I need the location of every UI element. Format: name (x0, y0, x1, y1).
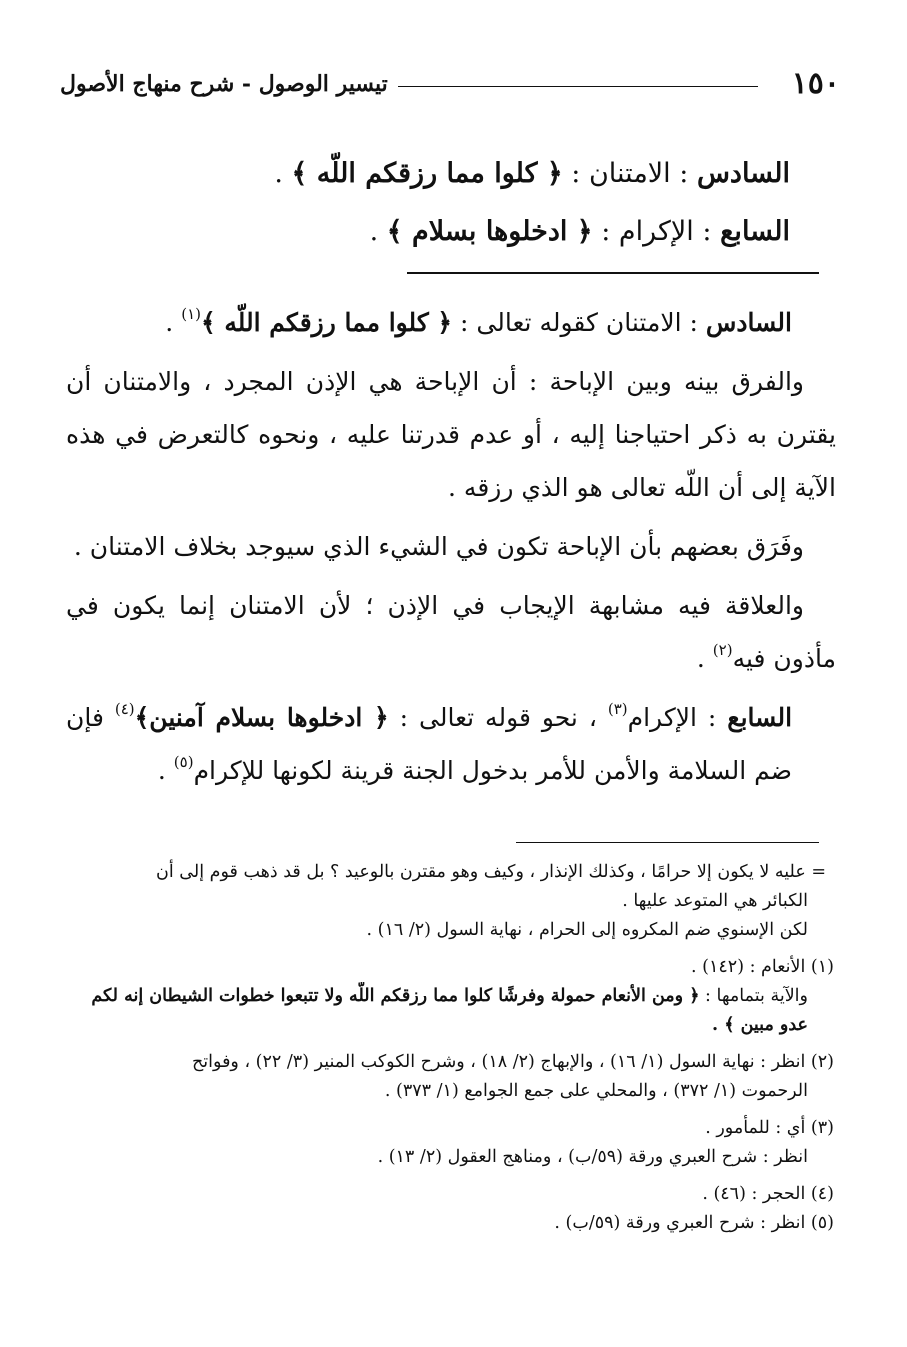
footnote-line: = عليه لا يكون إلا حرامًا ، وكذلك الإنذار ، وكيف وهو مقترن بالوعيد ؟ بل قد ذهب قوم إلى أن (156, 862, 826, 882)
commentary-text-run: : الامتنان كقوله تعالى : (452, 308, 706, 337)
section-divider (407, 272, 819, 274)
footnote-line: لكن الإسنوي ضم المكروه إلى الحرام ، نهاية السول (٢/ ١٦) . (366, 920, 808, 940)
commentary-term: السابع (727, 703, 793, 732)
footnote-marker: (٢) (712, 641, 733, 659)
footnotes (56, 858, 834, 1238)
footnote-line: (٤) الحجر : (٤٦) . (702, 1184, 834, 1204)
example-term: السادس (696, 158, 790, 189)
commentary-paragraph (66, 296, 836, 349)
example-quote: ﴿ ادخلوها بسلام ﴾ (386, 216, 593, 247)
quoted-examples (90, 145, 790, 261)
commentary-text (66, 296, 836, 803)
example-line: السابع : الإكرام : ﴿ ادخلوها بسلام ﴾ . (369, 216, 790, 247)
commentary-term: السادس (705, 308, 792, 337)
footnote-line: الكبائر هي المتوعد عليها . (622, 891, 808, 911)
footnote-line: (٢) انظر : نهاية السول (١/ ١٦) ، والإبهاج (٢/ ١٨) ، وشرح الكوكب المنير (٣/ ٢٢) ، وفواتح (192, 1052, 834, 1072)
commentary-quote: ﴿ ادخلوها بسلام آمنين﴾ (134, 703, 389, 732)
footnote-line (56, 982, 834, 1011)
commentary-quote: ﴿ كلوا مما رزقكم اللّه ﴾ (200, 308, 453, 337)
page-header (60, 62, 840, 106)
footnote-line: انظر : شرح العبري ورقة (٥٩/ب) ، ومناهج العقول (٢/ ١٣) . (377, 1147, 808, 1167)
commentary-text-run: ، نحو قوله تعالى : (388, 703, 608, 732)
commentary-text-run: فإن ضم السلامة والأمن للأمر بدخول الجنة قرينة لكونها للإكرام (66, 703, 792, 785)
footnote-marker: (١) (181, 305, 201, 323)
commentary-paragraph (66, 691, 836, 797)
page-number: ١٥٠ (791, 66, 840, 101)
footnote-line: الرحموت (١/ ٣٧٢) ، والمحلي على جمع الجوامع (١/ ٣٧٣) . (384, 1081, 808, 1101)
footnote-line: عدو مبين ﴾ . (712, 1015, 808, 1035)
footnote-line: (٥) انظر : شرح العبري ورقة (٥٩/ب) . (554, 1213, 834, 1233)
commentary-text-run: . (157, 756, 174, 785)
footnote-text-run: والآية بتمامها : (699, 986, 808, 1006)
footnote-marker: (٣) (607, 700, 628, 718)
footnote-line: (١) الأنعام : (١٤٢) . (691, 957, 834, 977)
commentary-text-run: : الإكرام (627, 703, 728, 732)
commentary-paragraph (66, 579, 836, 685)
commentary-paragraph: وفَرَق بعضهم بأن الإباحة تكون في الشيء الذي سيوجد بخلاف الامتنان . (73, 532, 804, 561)
example-term: السابع (720, 216, 790, 247)
footnote-divider (516, 842, 819, 843)
running-title: تيسير الوصول - شرح منهاج الأصول (60, 71, 388, 97)
footnote-marker: (٥) (173, 753, 194, 771)
commentary-text-run: . (165, 308, 182, 337)
example-line: السادس : الامتنان : ﴿ كلوا مما رزقكم اللّه ﴾ . (274, 158, 790, 189)
example-label: الامتنان (588, 158, 671, 189)
example-label: الإكرام (618, 216, 694, 247)
footnote-line: (٣) أي : للمأمور . (705, 1118, 834, 1138)
commentary-text-run: . (696, 644, 713, 673)
commentary-text-run: والعلاقة فيه مشابهة الإيجاب في الإذن ؛ لأن الامتنان إنما يكون في مأذون فيه (66, 591, 836, 673)
example-quote: ﴿ كلوا مما رزقكم اللّه ﴾ (291, 158, 563, 189)
header-rule (398, 86, 758, 87)
footnote-quote: ﴿ ومن الأنعام حمولة وفرشًا كلوا مما رزقكم اللّه ولا تتبعوا خطوات الشيطان إنه لكم (91, 986, 700, 1006)
footnote-marker: (٤) (114, 700, 135, 718)
commentary-paragraph: والفرق بينه وبين الإباحة : أن الإباحة هي الإذن المجرد ، والامتنان أن يقترن به ذكر احتياجنا إليه ، أو عدم قدرتنا عليه ، ونحوه كالتعرض في هذه الآية إلى أن اللّه تعالى هو الذي رزقه . (66, 367, 836, 502)
